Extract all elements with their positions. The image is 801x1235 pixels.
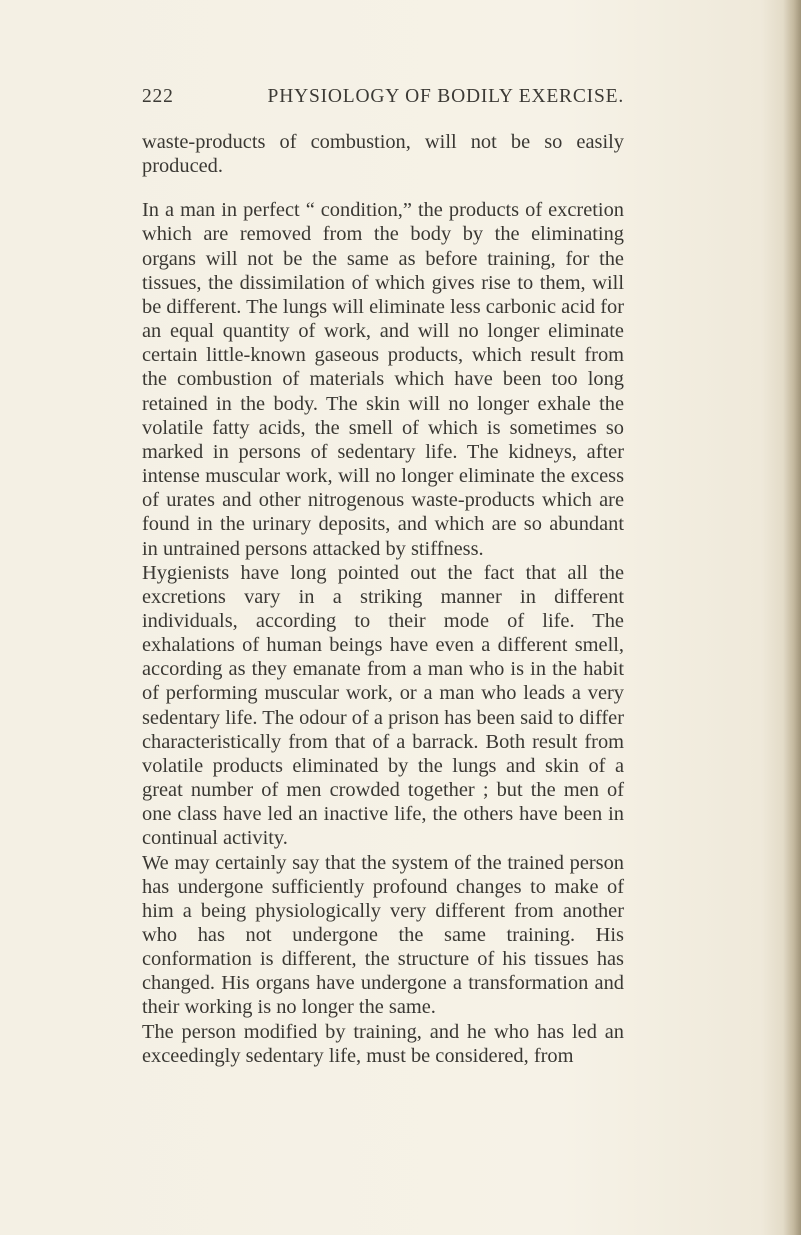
page-edge-shadow	[783, 0, 801, 1235]
page-number: 222	[142, 86, 174, 107]
running-title: PHYSIOLOGY OF BODILY EXERCISE.	[267, 86, 624, 107]
paragraph-condition: In a man in perfect “ condition,” the products of excretion which are removed from the body by the eliminating organs will not be the same as before training, for the tissues, the dissimilation of which gives rise to them, will be different. The lungs will eliminate less carbonic acid for an equal quantity of work, and will no longer eliminate certain little-known gaseous products, which result from the combustion of materials which have been too long retained in the body. The skin will no longer exhale the volatile fatty acids, the smell of which is sometimes so marked in persons of sedentary life. The kidneys, after intense muscular work, will no longer eliminate the excess of urates and other nitrogenous waste-products which are found in the urinary deposits, and which are so abundant in untrained persons attacked by stiffness.	[142, 199, 624, 560]
paragraph-trained-person: We may certainly say that the system of the trained person has undergone sufficiently profound changes to make of him a being physiologically very different from another who has not undergone the same training. His conformation is different, the structure of his tissues has changed. His organs have undergone a transformation and their working is no longer the same.	[142, 851, 624, 1019]
paragraph-continuation: waste-products of combustion, will not be so easily produced.	[142, 131, 624, 178]
body-text	[142, 130, 624, 1068]
paragraph-hygienists: Hygienists have long pointed out the fact that all the excretions vary in a striking manner in different individuals, according to their mode of life. The exhalations of human beings have even a different smell, according as they emanate from a man who is in the habit of performing muscular work, or a man who leads a very sedentary life. The odour of a prison has been said to differ characteristically from that of a barrack. Both result from volatile products eliminated by the lungs and skin of a great number of men crowded together ; but the men of one class have led an inactive life, the others have been in continual activity.	[142, 561, 624, 850]
paragraph-modified-person: The person modified by training, and he who has led an exceedingly sedentary life, must be considered, from	[142, 1020, 624, 1067]
